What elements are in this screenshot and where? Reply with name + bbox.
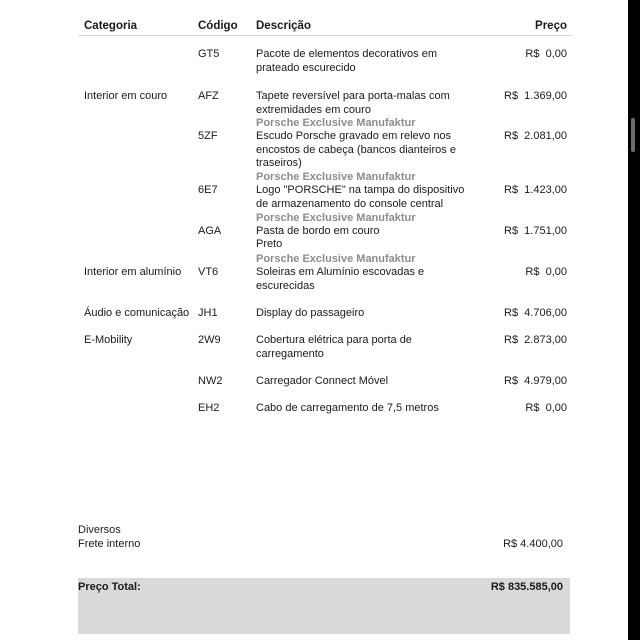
row-price: R$ 1.369,00: [504, 90, 567, 102]
row-code: 5ZF: [198, 130, 218, 142]
header-price: Preço: [535, 20, 567, 32]
row-category: E-Mobility: [84, 334, 133, 346]
total-label: Preço Total:: [78, 581, 141, 593]
row-category: Áudio e comunicação: [84, 307, 190, 319]
header-code: Código: [198, 20, 238, 32]
header-description: Descrição: [256, 20, 311, 32]
row-code: AFZ: [198, 90, 219, 102]
row-description: Display do passageiro: [256, 307, 365, 319]
row-code: JH1: [198, 307, 218, 319]
row-code: 6E7: [198, 184, 218, 196]
row-description: Pacote de elementos decorativos em prateado escurecido: [256, 48, 437, 74]
misc-item: Frete interno: [78, 538, 141, 550]
row-price: R$ 1.751,00: [504, 225, 567, 237]
row-description: Tapete reversível para porta-malas com extremidades em couro: [256, 90, 450, 116]
row-description: Pasta de bordo em couro: [256, 225, 380, 237]
row-code: VT6: [198, 266, 219, 278]
row-category: Interior em couro: [84, 90, 168, 102]
row-code: 2W9: [198, 334, 221, 346]
row-price: R$ 0,00: [525, 48, 567, 60]
row-description: Carregador Connect Móvel: [256, 375, 389, 387]
total-value: R$ 835.585,00: [490, 581, 563, 593]
row-description: Logo "PORSCHE" na tampa do dispositivo de armazenamento do console central: [256, 184, 465, 210]
row-code: GT5: [198, 48, 220, 60]
row-price: R$ 1.423,00: [504, 184, 567, 196]
row-price: R$ 2.081,00: [504, 130, 567, 142]
exclusive-label: Porsche Exclusive Manufaktur: [256, 117, 416, 129]
row-description: Escudo Porsche gravado em relevo nos encostos de cabeça (bancos dianteiros e traseiros): [256, 130, 456, 169]
row-description: Cabo de carregamento de 7,5 metros: [256, 402, 439, 414]
row-category: Interior em alumínio: [84, 266, 182, 278]
row-code: EH2: [198, 402, 220, 414]
scroll-thumb[interactable]: [631, 118, 635, 152]
scrollbar[interactable]: [628, 0, 640, 640]
row-price: R$ 4.706,00: [504, 307, 567, 319]
row-code: AGA: [198, 225, 222, 237]
row-code: NW2: [198, 375, 223, 387]
misc-price: R$ 4.400,00: [503, 538, 563, 550]
exclusive-label: Porsche Exclusive Manufaktur: [256, 171, 416, 183]
row-description-color: Preto: [256, 238, 283, 250]
row-price: R$ 0,00: [525, 266, 567, 278]
row-price: R$ 2.873,00: [504, 334, 567, 346]
exclusive-label: Porsche Exclusive Manufaktur: [256, 253, 416, 265]
exclusive-label: Porsche Exclusive Manufaktur: [256, 212, 416, 224]
misc-title: Diversos: [78, 524, 121, 536]
row-price: R$ 0,00: [525, 402, 567, 414]
header-category: Categoria: [84, 20, 138, 32]
header-divider: [78, 35, 573, 36]
row-description: Cobertura elétrica para porta de carregamento: [256, 334, 412, 360]
row-description: Soleiras em Alumínio escovadas e escurecidas: [256, 266, 425, 292]
row-price: R$ 4.979,00: [504, 375, 567, 387]
